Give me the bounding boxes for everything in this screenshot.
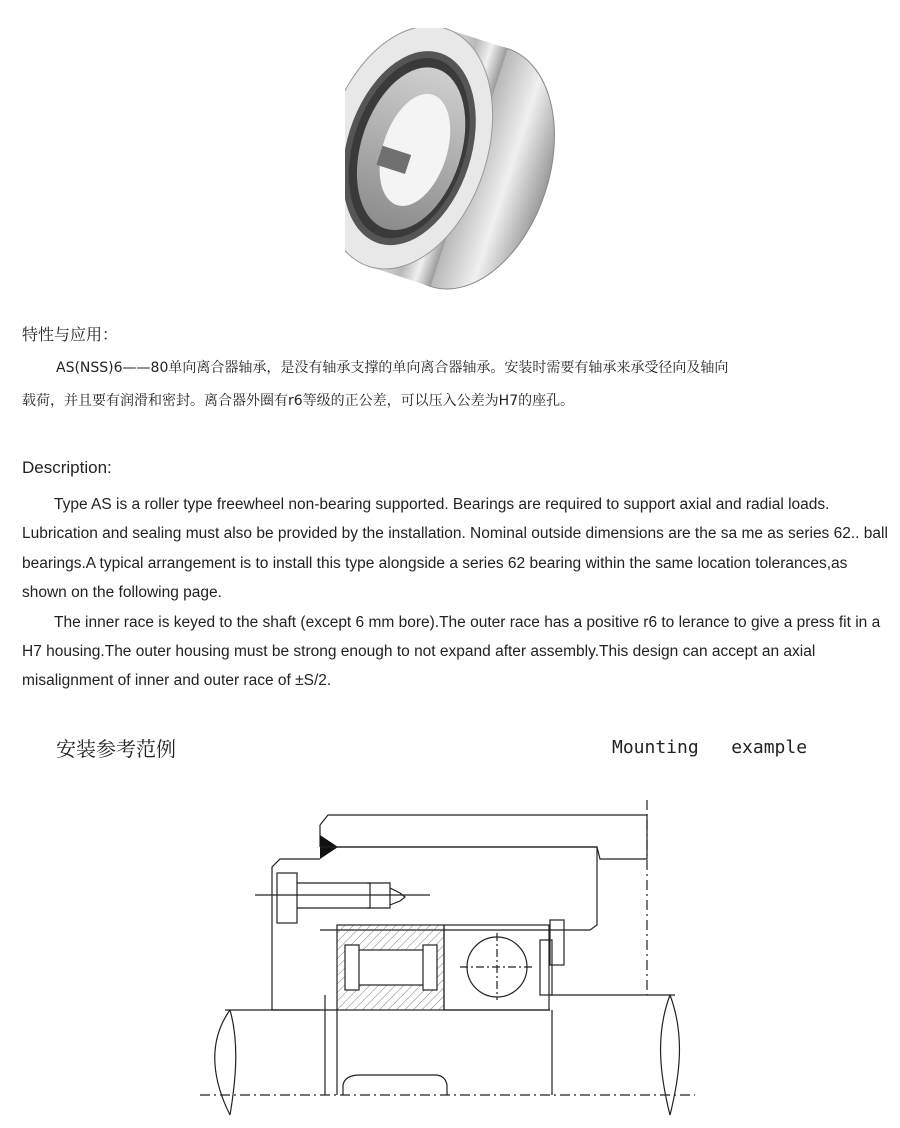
- features-title-cn: 特性与应用：: [22, 325, 119, 344]
- mounting-drawing: [195, 795, 695, 1125]
- description-title: Description:: [22, 458, 112, 477]
- description-paragraph-2: The inner race is keyed to the shaft (except 6 mm bore).The outer race has a positive r6 to lerance to give a press fit in a H7 housing.The outer housing must be strong enough to not expand after assembly.This design can accept an axial misalignment of inner and outer race of ±S/2.: [22, 613, 881, 690]
- mounting-title-cn: 安装参考范例: [56, 737, 176, 761]
- bearing-photo: [345, 28, 560, 296]
- features-line-1: AS(NSS)6——80单向离合器轴承，是没有轴承支撑的单向离合器轴承。安装时需要有轴承来承受径向及轴向: [56, 360, 729, 376]
- description-body: [22, 490, 892, 696]
- mounting-title-en: Mounting example: [612, 737, 808, 758]
- features-body-cn: [22, 352, 887, 418]
- description-paragraph-1: Type AS is a roller type freewheel non-bearing supported. Bearings are required to support axial and radial loads. Lubrication and sealing must also be provided by the installation. Nominal outside dimensions are the sa me as series 62.. ball bearings.A typical arrangement is to install this type alongside a series 62 bearing within the same location tolerances,as shown on the following page.: [22, 496, 888, 602]
- features-line-2: 载荷，并且要有润滑和密封。离合器外圈有r6等级的正公差，可以压入公差为H7的座孔。: [22, 393, 575, 409]
